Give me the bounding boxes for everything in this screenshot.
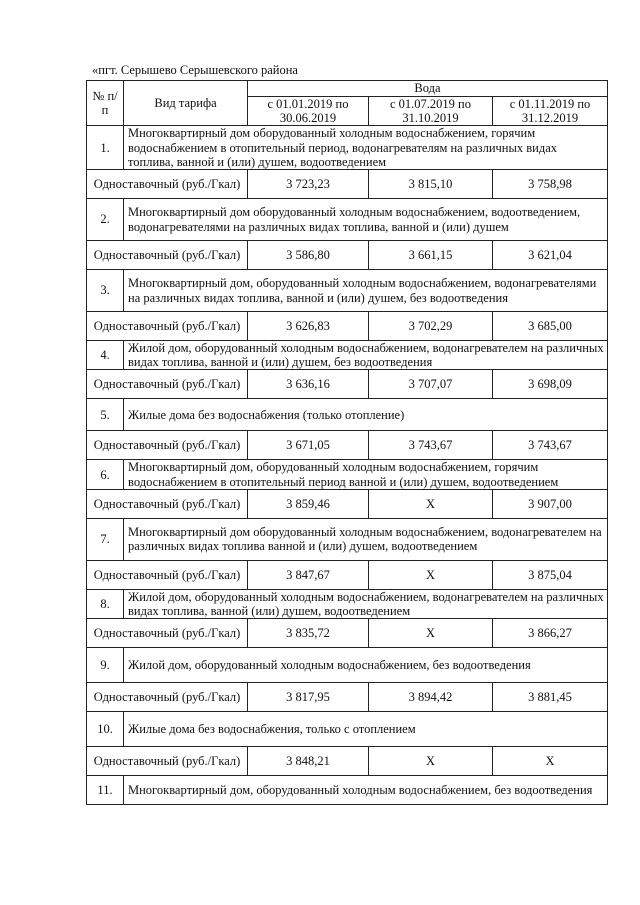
tariff-label: Одноставочный (руб./Гкал) xyxy=(87,619,248,648)
row-number: 1. xyxy=(87,126,124,170)
row-number: 5. xyxy=(87,399,124,431)
header-num: № п/п xyxy=(87,81,124,126)
category-row xyxy=(87,341,608,370)
tariff-table xyxy=(86,80,608,805)
tariff-value-period-1: 3 671,05 xyxy=(248,431,369,460)
tariff-label: Одноставочный (руб./Гкал) xyxy=(87,241,248,270)
row-number: 6. xyxy=(87,460,124,489)
tariff-value-period-1: 3 848,21 xyxy=(248,747,369,776)
tariff-value-period-3: 3 621,04 xyxy=(493,241,608,270)
header-period-1: с 01.01.2019 по 30.06.2019 xyxy=(248,97,369,126)
category-description: Многоквартирный дом, оборудованный холодным водоснабжением, водонагревателями на различных видах топлива, ванной и (или) душем, без водоотведения xyxy=(124,270,608,312)
tariff-value-period-1: 3 859,46 xyxy=(248,489,369,518)
tariff-values-row xyxy=(87,489,608,518)
category-row xyxy=(87,518,608,560)
tariff-value-period-2: 3 661,15 xyxy=(369,241,493,270)
row-number: 8. xyxy=(87,589,124,618)
category-description: Многоквартирный дом оборудованный холодным водоснабжением, водоотведением, водонагревателями на различных видах топлива, ванной и (или) душем xyxy=(124,199,608,241)
tariff-label: Одноставочный (руб./Гкал) xyxy=(87,560,248,589)
tariff-value-period-3: 3 875,04 xyxy=(493,560,608,589)
category-description: Жилые дома без водоснабжения, только с отоплением xyxy=(124,712,608,747)
tariff-value-period-1: 3 636,16 xyxy=(248,370,369,399)
row-number: 2. xyxy=(87,199,124,241)
header-period-3: с 01.11.2019 по 31.12.2019 xyxy=(493,97,608,126)
tariff-values-row xyxy=(87,241,608,270)
category-row xyxy=(87,399,608,431)
tariff-label: Одноставочный (руб./Гкал) xyxy=(87,370,248,399)
tariff-value-period-1: 3 586,80 xyxy=(248,241,369,270)
tariff-value-period-1: 3 817,95 xyxy=(248,683,369,712)
header-row xyxy=(87,81,608,97)
tariff-value-period-2: 3 702,29 xyxy=(369,312,493,341)
category-description: Многоквартирный дом оборудованный холодным водоснабжением, водонагревателем на различных видах топлива ванной и (или) душем, водоотведением xyxy=(124,518,608,560)
tariff-value-period-3: 3 881,45 xyxy=(493,683,608,712)
category-row xyxy=(87,712,608,747)
category-description: Жилой дом, оборудованный холодным водоснабжением, без водоотведения xyxy=(124,648,608,683)
tariff-values-row xyxy=(87,683,608,712)
tariff-label: Одноставочный (руб./Гкал) xyxy=(87,747,248,776)
tariff-values-row xyxy=(87,312,608,341)
header-tariff-type: Вид тарифа xyxy=(124,81,248,126)
tariff-label: Одноставочный (руб./Гкал) xyxy=(87,489,248,518)
row-number: 9. xyxy=(87,648,124,683)
category-description: Многоквартирный дом, оборудованный холодным водоснабжением, без водоотведения xyxy=(124,776,608,805)
category-row xyxy=(87,589,608,618)
tariff-value-period-2: 3 815,10 xyxy=(369,170,493,199)
tariff-value-period-3: 3 743,67 xyxy=(493,431,608,460)
row-number: 7. xyxy=(87,518,124,560)
tariff-values-row xyxy=(87,747,608,776)
tariff-value-period-1: 3 626,83 xyxy=(248,312,369,341)
row-number: 3. xyxy=(87,270,124,312)
category-row xyxy=(87,776,608,805)
header-period-2: с 01.07.2019 по 31.10.2019 xyxy=(369,97,493,126)
tariff-values-row xyxy=(87,431,608,460)
tariff-values-row xyxy=(87,619,608,648)
tariff-value-period-2: Х xyxy=(369,560,493,589)
category-description: Жилые дома без водоснабжения (только отопление) xyxy=(124,399,608,431)
tariff-value-period-1: 3 835,72 xyxy=(248,619,369,648)
category-description: Многоквартирный дом оборудованный холодным водоснабжением, горячим водоснабжением в отопительный период, водонагревателям на различных видах топлива, ванной и (или) душем, водоотведением xyxy=(124,126,608,170)
tariff-value-period-3: 3 866,27 xyxy=(493,619,608,648)
tariff-value-period-2: Х xyxy=(369,747,493,776)
category-description: Многоквартирный дом, оборудованный холодным водоснабжением, горячим водоснабжением в отопительный период ванной и (или) душем, водоотведением xyxy=(124,460,608,489)
category-row xyxy=(87,648,608,683)
tariff-value-period-3: 3 907,00 xyxy=(493,489,608,518)
tariff-value-period-3: 3 698,09 xyxy=(493,370,608,399)
tariff-value-period-2: 3 707,07 xyxy=(369,370,493,399)
tariff-values-row xyxy=(87,170,608,199)
tariff-value-period-3: Х xyxy=(493,747,608,776)
category-row xyxy=(87,126,608,170)
category-description: Жилой дом, оборудованный холодным водоснабжением, водонагревателем на различных видах топлива, ванной и (или) душем, без водоотведения xyxy=(124,341,608,370)
tariff-value-period-2: Х xyxy=(369,619,493,648)
tariff-value-period-1: 3 847,67 xyxy=(248,560,369,589)
header-group-water: Вода xyxy=(248,81,608,97)
row-number: 11. xyxy=(87,776,124,805)
tariff-label: Одноставочный (руб./Гкал) xyxy=(87,312,248,341)
tariff-value-period-3: 3 758,98 xyxy=(493,170,608,199)
tariff-value-period-2: Х xyxy=(369,489,493,518)
tariff-value-period-1: 3 723,23 xyxy=(248,170,369,199)
tariff-label: Одноставочный (руб./Гкал) xyxy=(87,431,248,460)
row-number: 10. xyxy=(87,712,124,747)
tariff-value-period-2: 3 743,67 xyxy=(369,431,493,460)
row-number: 4. xyxy=(87,341,124,370)
tariff-value-period-3: 3 685,00 xyxy=(493,312,608,341)
category-row xyxy=(87,199,608,241)
document-caption: «пгт. Серышево Серышевского района xyxy=(92,63,298,77)
tariff-label: Одноставочный (руб./Гкал) xyxy=(87,170,248,199)
tariff-values-row xyxy=(87,370,608,399)
tariff-values-row xyxy=(87,560,608,589)
category-row xyxy=(87,270,608,312)
tariff-label: Одноставочный (руб./Гкал) xyxy=(87,683,248,712)
category-row xyxy=(87,460,608,489)
tariff-value-period-2: 3 894,42 xyxy=(369,683,493,712)
category-description: Жилой дом, оборудованный холодным водоснабжением, водонагревателем на различных видах топлива, ванной (или) душем, водоотведением xyxy=(124,589,608,618)
